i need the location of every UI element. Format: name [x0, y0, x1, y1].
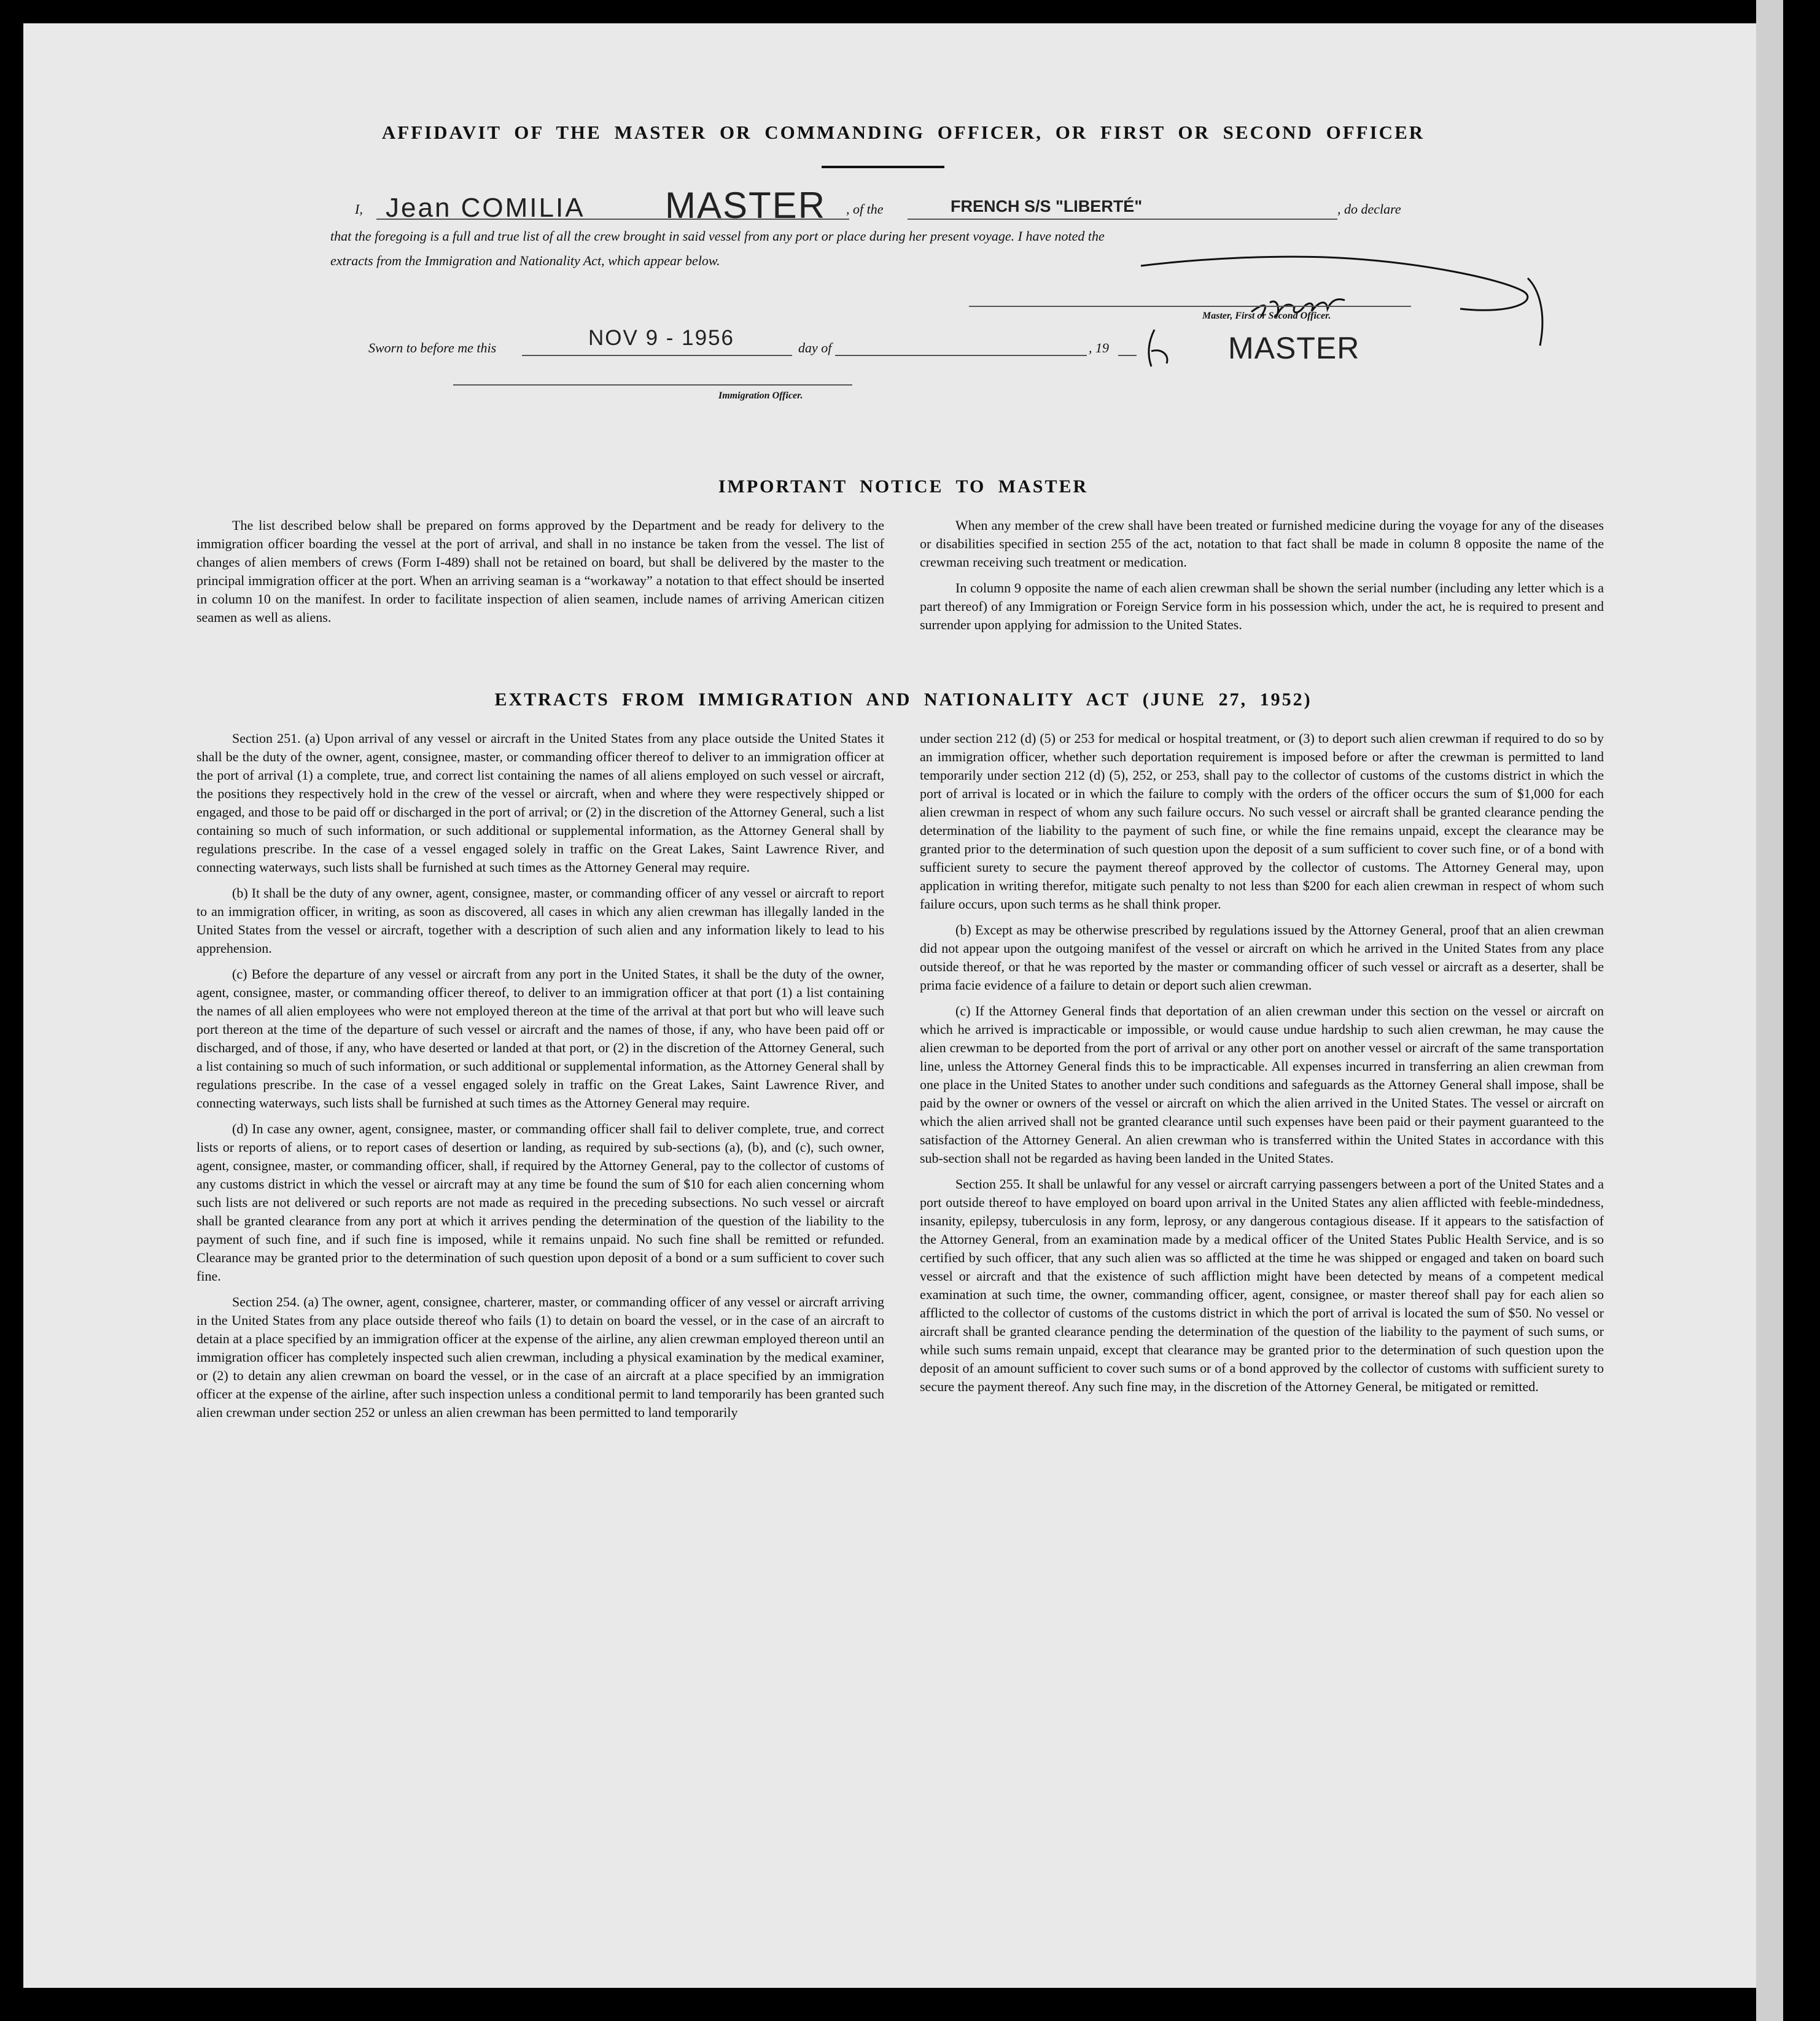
title-rule	[822, 166, 944, 168]
month-underline	[835, 355, 1087, 356]
of-the-label: , of the	[846, 201, 884, 217]
master-stamp: MASTER	[1228, 331, 1360, 365]
section-255: Section 255. It shall be unlawful for any vessel or aircraft carrying passengers between a port of the United States and a port outside thereof to have employed on board upon arrival in the United States any alien afflicted with feeble-mindedness, insanity, epilepsy, tuberculosis in any form, leprosy, or any dangerous contagious disease. If it appears to the satisfaction of the Attorney General, from an examination made by a medical officer of the United States Public Health Service, and is so certified by such officer, that any such alien was so afflicted at the time he was shipped or engaged and taken on board such vessel or aircraft and that the existence of such affliction might have been detected by means of a competent medical examination at such time, the owner, commanding officer, agent, consignee, or master thereof shall pay for each alien so afflicted to the collector of customs of the customs district in which the port of arrival is located the sum of $50. No vessel or aircraft shall be granted clearance pending the determination of the question of the liability to the payment of such sums, or while such sums remain unpaid, except that clearance may be granted prior to the determination of such question upon the deposit of an amount sufficient to cover such sums or of a bond approved by the collector of customs with sufficient surety to secure the payment thereof. Any such fine may, in the discretion of the Attorney General, be mitigated or remitted.	[920, 1176, 1604, 1394]
sworn-date-underline	[522, 355, 792, 356]
year-label: , 19	[1089, 340, 1109, 355]
notice-right-paragraph-1: When any member of the crew shall have been treated or furnished medicine during the voyage for any of the diseases or disabilities specified in section 255 of the act, notation to that fact shall be made in column 8 opposite the name of the crewman receiving such treatment or medication.	[920, 518, 1604, 570]
section-254-b: (b) Except as may be otherwise prescribed by regulations issued by the Attorney General, proof that an alien crewman did not appear upon the outgoing manifest of the vessel or aircraft on which he arrived in the United States from any place outside thereof, or that he was reported by the master or commanding officer of such vessel or aircraft as a deserter, shall be prima facie evidence of a failure to detain or deport such alien crewman.	[920, 922, 1604, 993]
do-declare-label: , do declare	[1337, 201, 1401, 217]
extracts-title: EXTRACTS FROM IMMIGRATION AND NATIONALITY ACT (JUNE 27, 1952)	[494, 689, 1312, 710]
i-label: I,	[355, 201, 363, 217]
vessel-name: FRENCH S/S "LIBERTÉ"	[951, 197, 1143, 215]
document-sheet	[23, 23, 1783, 1988]
immigration-officer-caption: Immigration Officer.	[718, 390, 803, 401]
section-254-a-continued: under section 212 (d) (5) or 253 for medical or hospital treatment, or (3) to deport such alien crewman if required to do so by an immigration officer, whether such deportation requirement is imposed before or after the crewman is permitted to land temporarily under section 212 (d) (5), 252, or 253, shall pay to the collector of customs of the customs district in which the port of arrival is located or in which the failure to comply with the orders of the officer occurs the sum of $1,000 for each alien crewman in respect of whom any such failure occurs. No such vessel or aircraft shall be granted clearance pending the determination of the liability to the payment of such fine, or while the fine remains unpaid, except the clearance may be granted prior to the determination of such question upon the deposit of a sum sufficient to cover such fine, or of a bond with sufficient surety to secure the payment thereof approved by the collector of customs. The Attorney General may, upon application in writing therefor, mitigate such penalty to not less than $200 for each alien crewman in respect of whom such failure occurs, upon such terms as he shall think proper.	[920, 731, 1604, 912]
section-251-b: (b) It shall be the duty of any owner, agent, consignee, master, or commanding officer of any vessel or aircraft to report to an immigration officer, in writing, as soon as discovered, all cases in which any alien crewman has illegally landed in the United States from the vessel or aircraft, together with a description of such alien and any information likely to lead to his apprehension.	[196, 885, 884, 956]
extracts-left-column	[196, 729, 884, 1429]
notice-title: IMPORTANT NOTICE TO MASTER	[718, 476, 1089, 497]
section-254-a: Section 254. (a) The owner, agent, consignee, charterer, master, or commanding officer of any vessel or aircraft arriving in the United States from any place outside thereof who fails (1) to detain on board the vessel, or in the case of an aircraft to detain at a place specified by an immigration officer at the expense of the airline, any alien crewman employed thereon until an immigration officer has completely inspected such alien crewman, including a physical examination by the medical examiner, or (2) to detain any alien crewman on board the vessel, or in the case of an aircraft at a place specified by an immigration officer at the expense of the airline, after such inspection unless a conditional permit to land temporarily has been granted such alien crewman under section 252 or unless an alien crewman has been permitted to land temporarily	[196, 1294, 884, 1420]
vessel-underline	[908, 219, 1337, 220]
declaration-line-2: that the foregoing is a full and true list of all the crew brought in said vessel from any port or place during her present voyage. I have noted the	[330, 228, 1105, 244]
year-underline	[1118, 355, 1137, 356]
affidavit-title: AFFIDAVIT OF THE MASTER OR COMMANDING OFFICER, OR FIRST OR SECOND OFFICER	[381, 122, 1425, 143]
section-251-a: Section 251. (a) Upon arrival of any vessel or aircraft in the United States from any place outside the United States it shall be the duty of the owner, agent, consignee, master, or commanding officer thereof to deliver to an immigration officer at the port of arrival (1) a complete, true, and correct list containing the names of all aliens employed on such vessel or aircraft, the positions they respectively hold in the crew of the vessel or aircraft, when and where they were respectively shipped or engaged, and those to be paid off or discharged in the port of arrival; or (2) in the discretion of the Attorney General, such a list containing so much of such information, or such additional or supplemental information, as the Attorney General shall by regulations prescribe. In the case of a vessel engaged solely in traffic on the Great Lakes, Saint Lawrence River, and connecting waterways, such lists shall be furnished at such times as the Attorney General may require.	[196, 731, 884, 875]
declaration-line-3: extracts from the Immigration and Nationality Act, which appear below.	[330, 253, 720, 268]
section-251-d: (d) In case any owner, agent, consignee, master, or commanding officer shall fail to deliver complete, true, and correct lists or reports of aliens, or to report cases of desertion or landing, as required by sub-sections (a), (b), and (c), such owner, agent, consignee, master, or commanding officer, shall, if required by the Attorney General, pay to the collector of customs of any customs district in which the vessel or aircraft may at any time be found the sum of $10 for each alien concerning whom such lists are not delivered or such reports are not made as required in the preceding subsections. No such vessel or aircraft shall be granted clearance from any port at which it arrives pending the determination of the question of the liability to the payment of such fine, and if such fine is imposed, while it remains unpaid. No such fine shall be remitted or refunded. Clearance may be granted prior to the determination of such question upon deposit of a bond or a sum sufficient to cover such fine.	[196, 1121, 884, 1284]
notice-right-paragraph-2: In column 9 opposite the name of each alien crewman shall be shown the serial number (including any letter which is a part thereof) of any Immigration or Foreign Service form in his possession which, under the act, he is required to present and surrender upon applying for admission to the United States.	[920, 580, 1604, 632]
initial-mark	[1142, 327, 1179, 370]
officer-caption: Master, First or Second Officer.	[1202, 311, 1331, 321]
notice-left-paragraph: The list described below shall be prepared on forms approved by the Department and be ready for delivery to the immigration officer boarding the vessel at the port of arrival, and shall in no instance be taken from the vessel. The list of changes of alien members of crews (Form I-489) shall not be retained on board, but shall be delivered by the master to the principal immigration officer at the port. When an arriving seaman is a “workaway” a notation to that effect should be inserted in column 10 on the manifest. In order to facilitate inspection of alien seamen, include names of arriving American citizen seamen as well as aliens.	[196, 518, 884, 625]
extracts-right-column	[920, 729, 1604, 1403]
immigration-officer-line	[453, 384, 852, 386]
section-251-c: (c) Before the departure of any vessel or aircraft from any port in the United States, it shall be the duty of the owner, agent, consignee, master, or commanding officer thereof, to deliver to an immigration officer at that port (1) a list containing the names of all alien employees who were not employed thereon at the time of the arrival at that port but who will leave such port thereon at the time of the departure of such vessel or aircraft and the names of those, if any, who have been paid off or discharged, and of those, if any, who have deserted or landed at that port, or (2) in the discretion of the Attorney General, such a list containing so much of such information, or such additional or supplemental information, as the Attorney General shall by regulations prescribe. In the case of a vessel engaged solely in traffic on the Great Lakes, Saint Lawrence River, and connecting waterways, such lists shall be furnished at such times as the Attorney General may require.	[196, 966, 884, 1111]
section-254-c: (c) If the Attorney General finds that deportation of an alien crewman under this section on the vessel or aircraft on which he arrived is impracticable or impossible, or would cause undue hardship to such alien crewman, he may cause the alien crewman to be deported from the port of arrival or any other port on another vessel or aircraft of the same transportation line, unless the Attorney General finds this to be impracticable. All expenses incurred in transferring an alien crewman from one place in the United States to another under such conditions and safeguards as the Attorney General shall impose, shall be paid by the owner or owners of the vessel or aircraft on which the alien arrived in the United States. The vessel or aircraft on which the alien arrived shall not be granted clearance until such expenses have been paid or their payment guaranteed to the satisfaction of the Attorney General. An alien crewman who is transferred within the United States in accordance with this sub-section shall not be regarded as having been landed in the United States.	[920, 1003, 1604, 1166]
scan-edge	[1756, 0, 1783, 2021]
master-name: Jean COMILIA	[386, 193, 585, 223]
sworn-label: Sworn to before me this	[368, 340, 497, 355]
notice-left-column	[196, 516, 884, 634]
sworn-date-stamp: NOV 9 - 1956	[588, 326, 734, 350]
notice-right-column	[920, 516, 1604, 642]
rank-stamp: MASTER	[665, 185, 826, 226]
day-of-label: day of	[798, 340, 832, 355]
officer-signature-line	[969, 306, 1411, 307]
